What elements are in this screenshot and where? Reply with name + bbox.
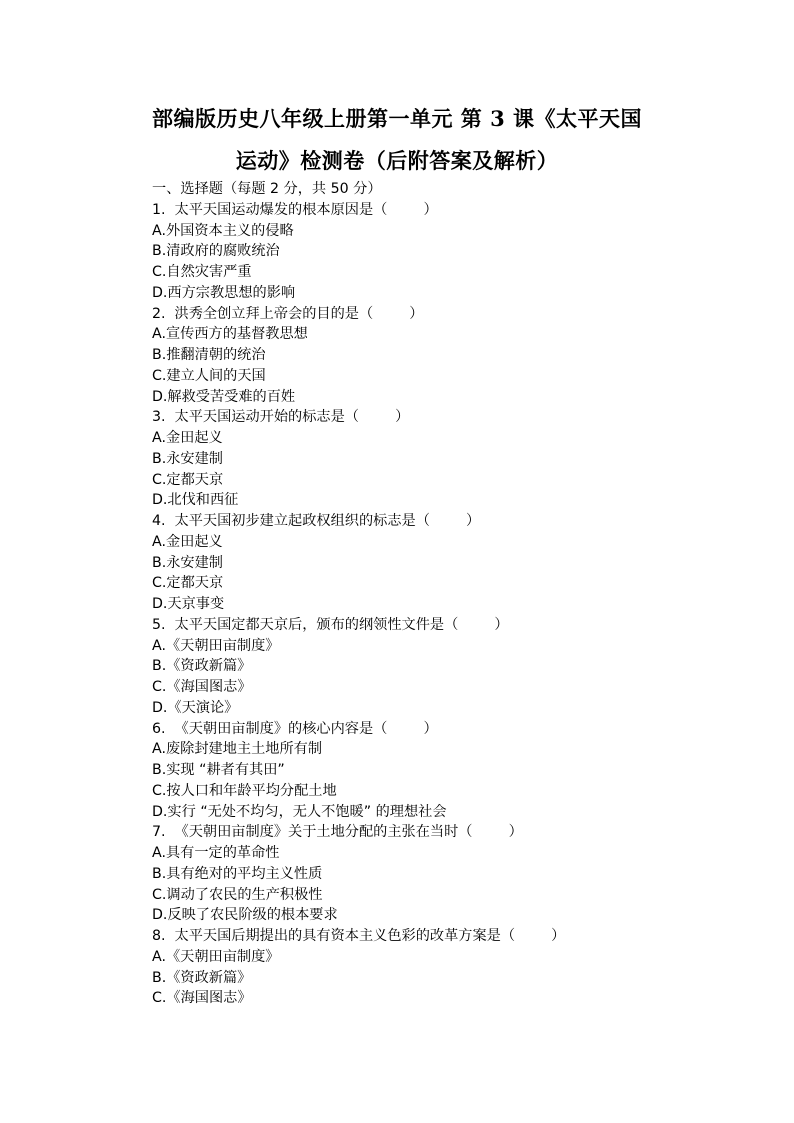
question-option: A.金田起义 <box>152 533 223 550</box>
question-3 <box>152 407 752 511</box>
question-option: D.北伐和西征 <box>152 492 239 509</box>
question-option: C.定都天京 <box>152 575 224 592</box>
question-1 <box>152 200 752 304</box>
question-option: D.反映了农民阶级的根本要求 <box>152 907 338 924</box>
question-option: D.西方宗教思想的影响 <box>152 284 296 301</box>
document-title-line-2: 运动》检测卷（后附答案及解析） <box>235 148 559 173</box>
question-stem: 3. 太平天国运动开始的标志是（ ） <box>152 409 410 426</box>
question-stem: 6. 《天朝田亩制度》的核心内容是（ ） <box>152 720 438 737</box>
question-6 <box>152 719 752 823</box>
question-option: B.实现 “耕者有其田” <box>152 762 285 778</box>
question-option: D.解救受苦受难的百姓 <box>152 388 296 405</box>
question-5 <box>152 615 752 719</box>
question-option: A.金田起义 <box>152 430 223 446</box>
question-option: C.调动了农民的生产积极性 <box>152 886 323 903</box>
question-option: C.《海国图志》 <box>152 679 252 695</box>
question-option: B.《资政新篇》 <box>152 969 252 986</box>
question-2 <box>152 304 752 408</box>
question-option: A.外国资本主义的侵略 <box>152 222 294 239</box>
document-title-line-1: 部编版历史八年级上册第一单元 第 3 课《太平天国 <box>151 106 643 131</box>
question-stem: 4. 太平天国初步建立起政权组织的标志是（ ） <box>152 513 481 529</box>
question-option: A.宣传西方的基督教思想 <box>152 326 308 343</box>
question-option: B.永安建制 <box>152 554 223 571</box>
document-body <box>152 179 752 1009</box>
question-option: A.《天朝田亩制度》 <box>152 948 280 965</box>
question-stem: 5. 太平天国定都天京后，颁布的纲领性文件是（ ） <box>152 616 509 633</box>
question-option: B.永安建制 <box>152 450 223 467</box>
question-option: C.按人口和年龄平均分配土地 <box>152 782 337 799</box>
question-option: C.自然灾害严重 <box>152 264 252 280</box>
question-option: A.具有一定的革命性 <box>152 845 280 861</box>
question-option: C.《海国图志》 <box>152 990 252 1007</box>
question-option: D.实行 “无处不均匀，无人不饱暖” 的理想社会 <box>152 803 447 820</box>
question-option: D.天京事变 <box>152 596 225 612</box>
question-8 <box>152 926 752 1009</box>
question-option: B.《资政新篇》 <box>152 658 252 675</box>
question-option: C.定都天京 <box>152 471 224 488</box>
question-option: A.《天朝田亩制度》 <box>152 637 280 654</box>
question-option: B.清政府的腐败统治 <box>152 243 280 260</box>
question-option: C.建立人间的天国 <box>152 367 266 384</box>
question-option: A.废除封建地主土地所有制 <box>152 741 323 758</box>
question-stem: 2. 洪秀全创立拜上帝会的目的是（ ） <box>152 305 424 322</box>
question-stem: 8. 太平天国后期提出的具有资本主义色彩的改革方案是（ ） <box>152 928 566 944</box>
section-heading: 一、选择题（每题 2 分，共 50 分） <box>152 181 382 197</box>
question-stem: 7. 《天朝田亩制度》关于土地分配的主张在当时（ ） <box>152 824 523 841</box>
question-option: B.推翻清朝的统治 <box>152 347 266 363</box>
question-4 <box>152 511 752 615</box>
question-stem: 1. 太平天国运动爆发的根本原因是（ ） <box>152 201 438 218</box>
question-option: D.《天演论》 <box>152 699 239 716</box>
question-7 <box>152 822 752 926</box>
question-option: B.具有绝对的平均主义性质 <box>152 865 323 882</box>
